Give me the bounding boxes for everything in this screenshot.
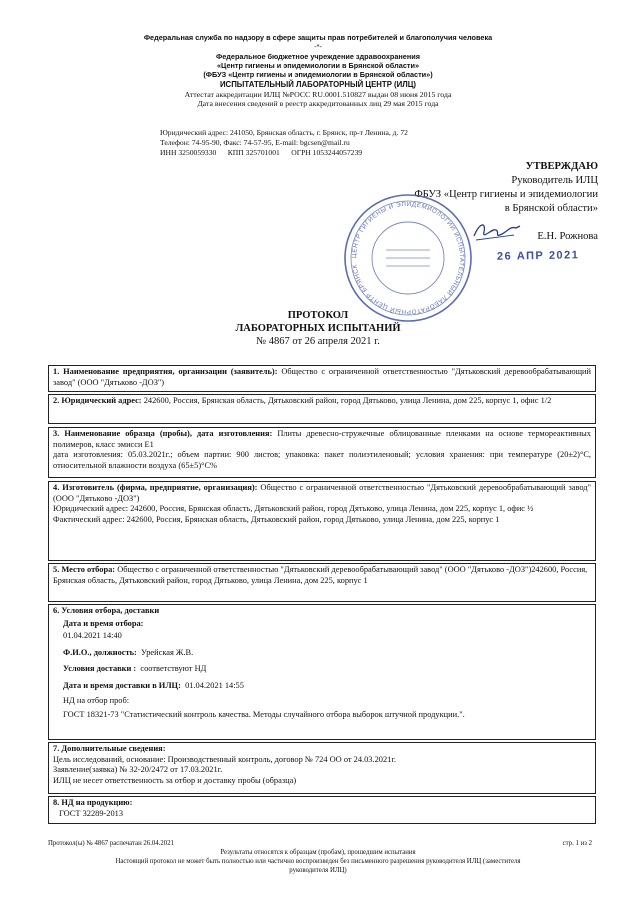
delivery-datetime-value: 01.04.2021 14:55 xyxy=(180,680,244,690)
approve-line3: в Брянской области» xyxy=(504,203,598,214)
responsibility-note: ИЛЦ не несет ответственность за отбор и доставку пробы (образца) xyxy=(53,775,297,785)
agency-name: Федеральная служба по надзору в сфере защиты прав потребителей и благополучия человека xyxy=(143,33,493,42)
sampler-label: Ф.И.О., должность: xyxy=(63,647,137,657)
delivery-conditions-label: Условия доставки : xyxy=(63,664,137,674)
accreditation-line: Аттестат аккредитации ИЛЦ №РОСС RU.0001.510827 выдан 08 июня 2015 года xyxy=(184,90,452,99)
lab-center-name: ИСПЫТАТЕЛЬНЫЙ ЛАБОРАТОРНЫЙ ЦЕНТР (ИЛЦ) xyxy=(219,80,417,89)
protocol-subtitle: ЛАБОРАТОРНЫХ ИСПЫТАНИЙ xyxy=(235,323,401,334)
section-sample xyxy=(48,427,596,478)
footer-note2: Настоящий протокол не может быть полностью или частично воспроизведен без письменного разрешения руководителя ИЛЦ (заместителя xyxy=(115,858,521,865)
section-value: Общество с ограниченной ответственностью "Дятьковский деревообрабатывающий завод" (ООО "Дятьково -ДОЗ") xyxy=(53,367,591,387)
manufacturer-actual-address: Фактический адрес: 242600, Россия, Брянская область, Дятьковский район, город Дятьково, улица Ленина, дом 225, корпус 1 xyxy=(53,514,500,524)
section-label: 4. Изготовитель (фирма, предприятие, организация): xyxy=(53,483,258,492)
section-value: Общество с ограниченной ответственностью "Дятьковский деревообрабатывающий завод" (ООО "Дятьково -ДОЗ") xyxy=(53,483,591,503)
contacts: Телефон: 74-95-90, Факс: 74-57-95, E-mail: bgcsen@mail.ru xyxy=(160,138,350,147)
footer-printed: Протокол(ы) № 4867 распечатан 26.04.2021 xyxy=(48,840,174,847)
section-label: 1. Наименование предприятия, организации (заявитель): xyxy=(53,367,278,376)
section-label: 7. Дополнительные сведения: xyxy=(53,744,166,753)
section-sampling-place xyxy=(48,563,596,602)
signer-name: Е.Н. Рожнова xyxy=(537,231,598,242)
registry-date-line: Дата внесения сведений в реестр аккредитованных лиц 29 мая 2015 года xyxy=(197,99,439,108)
research-purpose: Цель исследований, основание: Производственный контроль, договор № 724 ОО от 24.03.2021г. xyxy=(53,754,396,764)
application-ref: Заявление(заявка) № 32-20/2472 от 17.03.2021г. xyxy=(53,765,223,775)
sampling-nd-label: НД на отбор проб: xyxy=(63,695,130,705)
section-applicant xyxy=(48,365,596,392)
product-nd-value: ГОСТ 32289-2013 xyxy=(59,808,124,818)
footer-note1: Результаты относятся к образцам (пробам), прошедшим испытания xyxy=(220,849,416,856)
tax-ids: ИНН 3250059330 КПП 325701001 ОГРН 1053244057239 xyxy=(160,148,363,157)
seal-ring-text: ЦЕНТР ГИГИЕНЫ И ЭПИДЕМИОЛОГИИ ИСПЫТАТЕЛЬНЫЙ ЛАБОРАТОРНЫЙ ЦЕНТР БРЯНСК xyxy=(350,200,466,316)
sampler-value: Урейская Ж.В. xyxy=(136,647,194,657)
section-sampling-conditions xyxy=(48,604,596,740)
section-value: Общество с ограниченной ответственностью "Дятьковский деревообрабатывающий завод" (ООО "Дятьково -ДОЗ")242600, Россия, Брянская область, Дятьковский район, город Дятьково, улица Ленина, дом 225, корпус 1 xyxy=(53,565,588,585)
section-manufacturer xyxy=(48,481,596,561)
section-label: 5. Место отбора: xyxy=(53,565,116,574)
section-product-nd xyxy=(48,796,596,824)
approval-date-stamp: 26 АПР 2021 xyxy=(496,249,580,263)
header-separator: -*- xyxy=(314,42,322,51)
sampling-nd-value: ГОСТ 18321-73 "Статистический контроль качества. Методы случайного отбора выборок штучной продукции.". xyxy=(63,710,465,720)
section-value: 242600, Россия, Брянская область, Дятьковский район, город Дятьково, улица Ленина, дом 225, корпус 1, офис 1/2 xyxy=(141,396,552,405)
page-number: стр. 1 из 2 xyxy=(562,840,592,847)
institution-name: Федеральное бюджетное учреждение здравоохранения xyxy=(215,52,421,61)
section-label: 3. Наименование образца (пробы), дата изготовления: xyxy=(53,429,273,438)
section-value: Плиты древесно-стружечные облицованные пленками на основе термореактивных полимеров, класс эмисси Е1 xyxy=(53,429,591,449)
delivery-datetime-label: Дата и время доставки в ИЛЦ: xyxy=(63,680,181,690)
legal-address: Юридический адрес: 241050, Брянская область, г. Брянск, пр-т Ленина, д. 72 xyxy=(160,128,408,137)
manufacturer-legal-address: Юридический адрес: 242600, Россия, Брянская область, Дятьковский район, город Дятьково, улица Ленина, дом 225, корпус 1, офис ½ xyxy=(53,504,534,514)
footer-note3: руководителя ИЛЦ) xyxy=(289,867,347,874)
section-label: 6. Условия отбора, доставки xyxy=(53,606,160,615)
section-label: 2. Юридический адрес: xyxy=(53,396,142,405)
protocol-title: ПРОТОКОЛ xyxy=(287,310,349,321)
approve-heading: УТВЕРЖДАЮ xyxy=(525,161,598,172)
delivery-conditions-value: соответствуют НД xyxy=(136,664,207,674)
sample-details: дата изготовления: 05.03.2021г.; объем партии: 900 листов; упаковка: пакет полиэтиленовый; условия хранения: при температуре (20±2)°С, относительной влажности воздуха (65±5)°С% xyxy=(53,450,591,470)
signature-icon xyxy=(470,218,522,244)
protocol-number: № 4867 от 26 апреля 2021 г. xyxy=(256,336,380,347)
official-seal-icon xyxy=(342,192,474,324)
institution-abbr: (ФБУЗ «Центр гигиены и эпидемиологии в Брянской области») xyxy=(203,70,433,79)
institution-short: «Центр гигиены и эпидемиологии в Брянской области» xyxy=(216,61,420,70)
section-additional-info xyxy=(48,742,596,794)
section-label: 8. НД на продукцию: xyxy=(53,798,133,807)
approve-line2: ФБУЗ «Центр гигиены и эпидемиологии xyxy=(414,189,598,200)
section-legal-address xyxy=(48,394,596,424)
sampling-datetime: 01.04.2021 14:40 xyxy=(63,631,122,641)
sampling-datetime-label: Дата и время отбора: xyxy=(63,618,144,628)
approve-line1: Руководитель ИЛЦ xyxy=(511,175,598,186)
